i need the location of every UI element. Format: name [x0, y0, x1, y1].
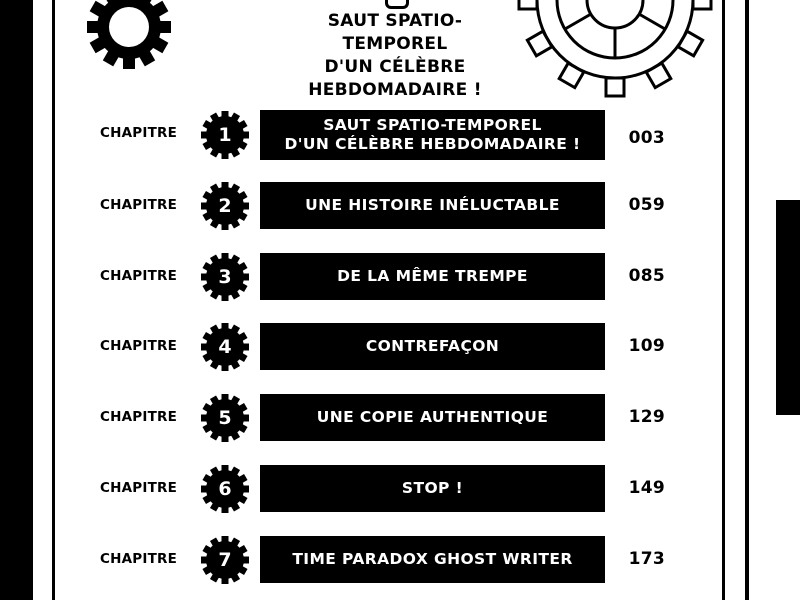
chapter-label: CHAPITRE [100, 338, 177, 354]
chapter-row[interactable] [0, 322, 800, 372]
title-line: TEMPOREL [342, 34, 448, 54]
chapter-title-line: CONTREFAÇON [365, 337, 500, 355]
chapter-number: 1 [218, 124, 232, 146]
chapter-page-number: 003 [628, 128, 665, 148]
chapter-label: CHAPITRE [100, 125, 177, 141]
chapter-number-badge [198, 322, 252, 372]
chapter-page-number: 085 [628, 266, 665, 286]
chapter-title-line: SAUT SPATIO-TEMPOREL [323, 116, 542, 134]
chapter-number: 6 [218, 478, 232, 500]
book-title [280, 10, 510, 102]
chapter-page-number: 059 [628, 195, 665, 215]
chapter-row[interactable] [0, 535, 800, 585]
chapter-page-number: 129 [628, 407, 665, 427]
chapter-title-line: UNE COPIE AUTHENTIQUE [316, 408, 549, 426]
chapter-row[interactable] [0, 393, 800, 443]
chapter-number-badge [198, 252, 252, 302]
mustache-icon [385, 0, 409, 9]
chapter-number: 2 [218, 195, 232, 217]
right-edge-block [776, 200, 800, 415]
chapter-label: CHAPITRE [100, 268, 177, 284]
chapter-title-line: STOP ! [401, 479, 464, 497]
chapter-title-box[interactable] [260, 323, 605, 370]
title-line: SAUT SPATIO- [327, 11, 463, 31]
chapter-title-box[interactable] [260, 394, 605, 441]
chapter-title-line: TIME PARADOX GHOST WRITER [292, 550, 573, 568]
chapter-label: CHAPITRE [100, 480, 177, 496]
chapter-label: CHAPITRE [100, 197, 177, 213]
chapter-title-box[interactable] [260, 536, 605, 583]
chapter-number: 5 [218, 407, 232, 429]
chapter-page-number: 173 [628, 549, 665, 569]
chapter-label: CHAPITRE [100, 551, 177, 567]
chapter-title-box[interactable] [260, 110, 605, 160]
chapter-row[interactable] [0, 110, 800, 160]
chapter-row[interactable] [0, 464, 800, 514]
chapter-row[interactable] [0, 181, 800, 231]
chapter-number-badge [198, 464, 252, 514]
chapter-title-line: UNE HISTOIRE INÉLUCTABLE [305, 196, 560, 214]
chapter-number: 7 [218, 549, 232, 571]
chapter-number-badge [198, 181, 252, 231]
chapter-page-number: 109 [628, 336, 665, 356]
chapter-number: 3 [218, 266, 232, 288]
chapter-row[interactable] [0, 252, 800, 302]
outline-gear-icon [515, 0, 715, 104]
chapter-number-badge [198, 535, 252, 585]
chapter-title-line: DE LA MÊME TREMPE [337, 267, 528, 285]
chapter-number-badge [198, 110, 252, 160]
chapter-number-badge [198, 393, 252, 443]
title-line: HEBDOMADAIRE ! [308, 80, 482, 100]
chapter-title-box[interactable] [260, 182, 605, 229]
chapter-page-number: 149 [628, 478, 665, 498]
title-line: D'UN CÉLÈBRE [324, 57, 466, 77]
chapter-label: CHAPITRE [100, 409, 177, 425]
gear-icon [84, 0, 174, 76]
chapter-title-line: D'UN CÉLÈBRE HEBDOMADAIRE ! [284, 135, 581, 153]
chapter-number: 4 [218, 336, 232, 358]
chapter-title-box[interactable] [260, 253, 605, 300]
chapter-title-box[interactable] [260, 465, 605, 512]
